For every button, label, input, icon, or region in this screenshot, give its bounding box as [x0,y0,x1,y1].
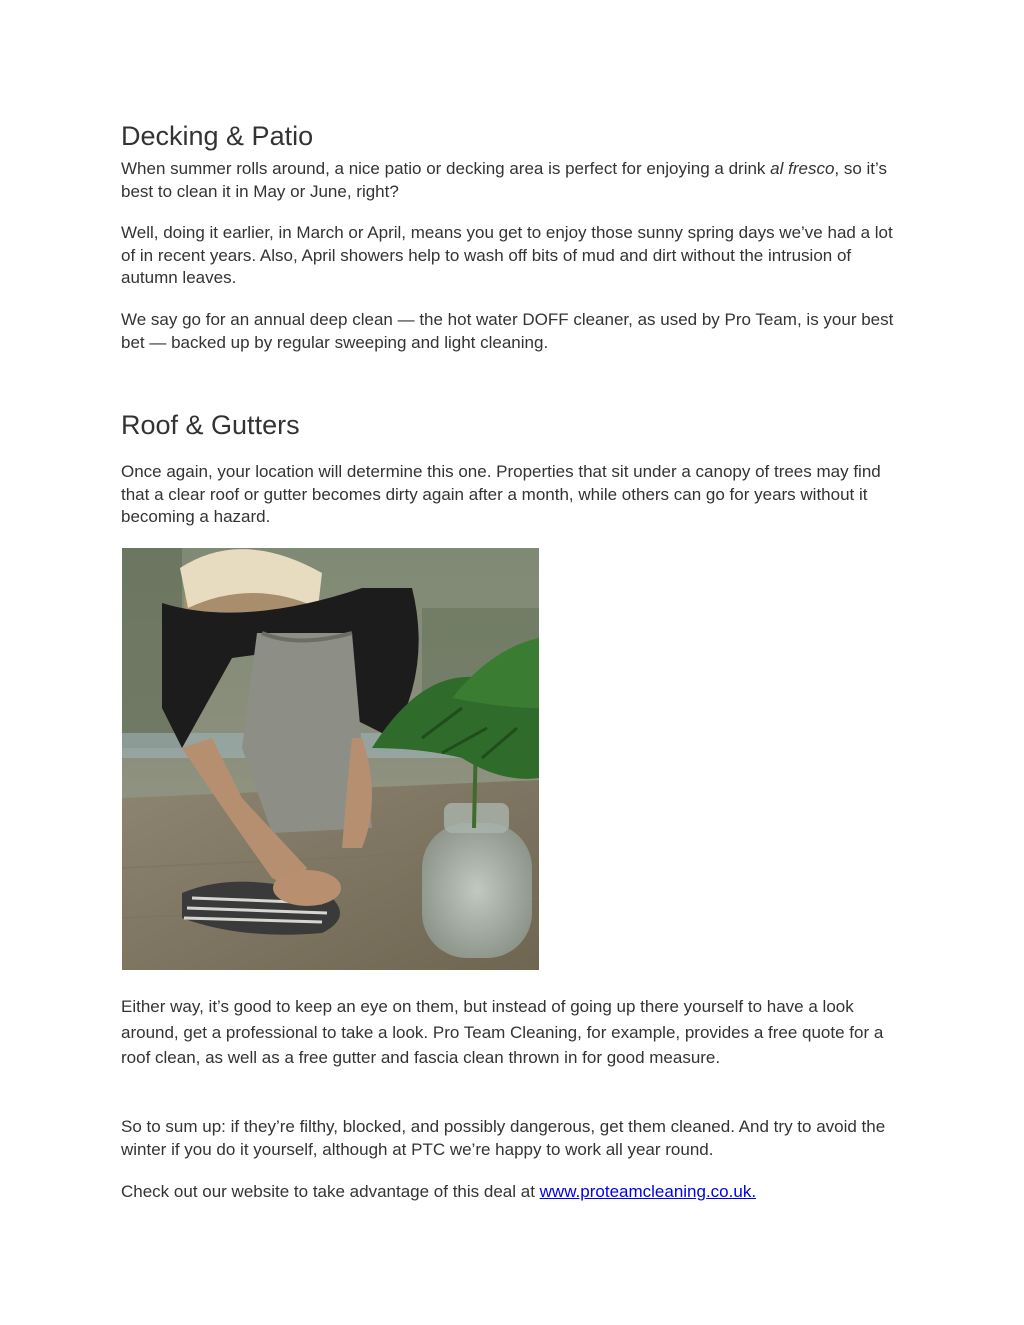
photo-illustration [122,548,539,970]
decking-p1-text-end: , so it’s best to clean it in May or June, right? [121,159,887,201]
website-link[interactable]: www.proteamcleaning.co.uk. [539,1182,757,1201]
decking-p1-text-start: When summer rolls around, a nice patio or decking area is perfect for enjoying a drink [121,159,771,178]
website-cta-text: Check out our website to take advantage of this deal at [121,1182,540,1201]
decking-patio-heading: Decking & Patio [121,121,314,151]
decking-paragraph-2: Well, doing it earlier, in March or April, means you get to enjoy those sunny spring days we’ve had a lot of in recent years. Also, April showers help to wash off bits of mud and dirt without the intrusion of autumn leaves. [121,223,893,287]
decking-p1-italic: al fresco [770,159,835,178]
roof-paragraph-2: Either way, it’s good to keep an eye on them, but instead of going up there yourself to have a look around, get a professional to take a look. Pro Team Cleaning, for example, provides a free quote for a roof clean, as well as a free gutter and fascia clean thrown in for good measure. [121,997,884,1067]
roof-paragraph-1: Once again, your location will determine this one. Properties that sit under a canopy of trees may find that a clear roof or gutter becomes dirty again after a month, while others can go for years without it becoming a hazard. [121,462,881,526]
roof-gutters-heading: Roof & Gutters [121,410,300,440]
roof-paragraph-4 [121,1181,911,1204]
decking-paragraph-1 [121,158,911,203]
decking-paragraph-3: We say go for an annual deep clean — the hot water DOFF cleaner, as used by Pro Team, is your best bet — backed up by regular sweeping and light cleaning. [121,310,894,352]
woman-cleaning-table-photo [122,548,539,970]
roof-paragraph-3: So to sum up: if they’re filthy, blocked, and possibly dangerous, get them cleaned. And try to avoid the winter if you do it yourself, although at PTC we’re happy to work all year round. [121,1117,886,1159]
